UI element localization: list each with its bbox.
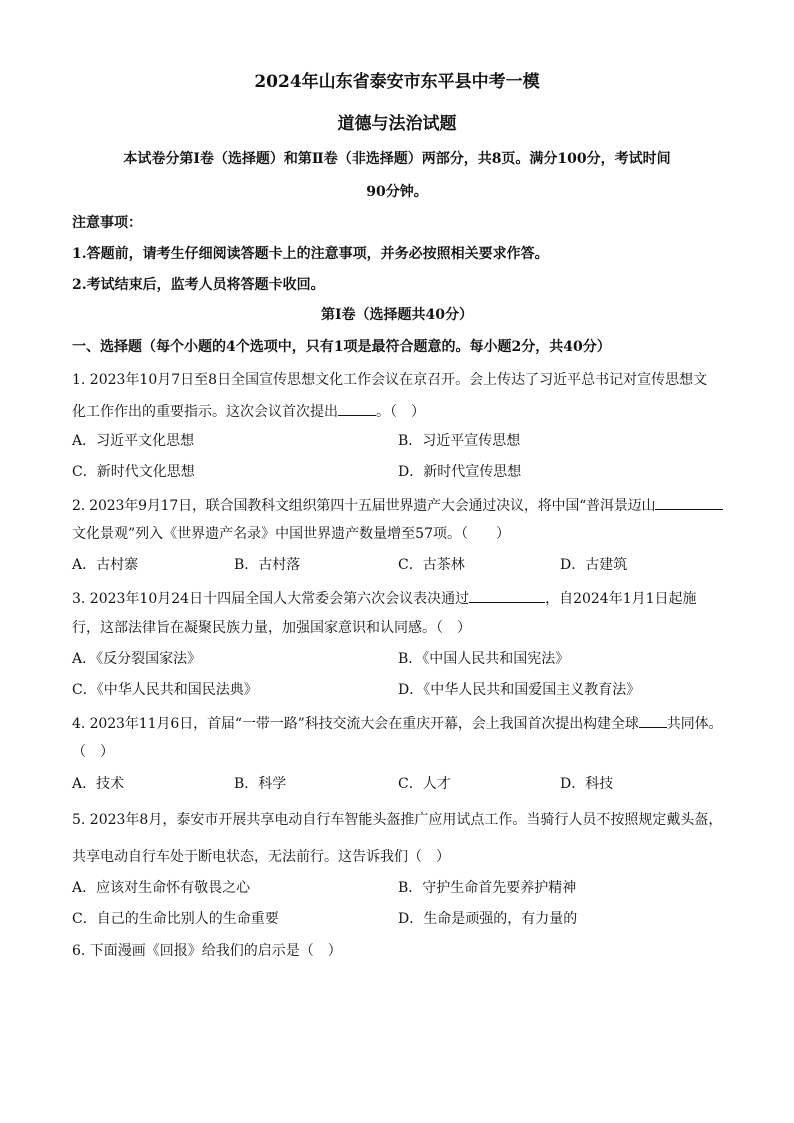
q3-line-1-end: ，自2024年1月1日起施 bbox=[545, 591, 697, 607]
q3-option-c: C．《中华人民共和国民法典》 bbox=[72, 682, 258, 698]
q1-option-d: D．新时代宣传思想 bbox=[398, 464, 522, 480]
q5-option-b: B．守护生命首先要养护精神 bbox=[398, 880, 577, 896]
q3-option-a: A．《反分裂国家法》 bbox=[72, 651, 202, 667]
q2-line-1-text: 2. 2023年9月17日，联合国教科文组织第四十五届世界遗产大会通过决议，将中国“普洱景迈山 bbox=[72, 498, 656, 514]
q4-option-a: A．技术 bbox=[72, 776, 125, 792]
q2-line-1 bbox=[72, 495, 722, 515]
q2-option-c: C．古茶林 bbox=[398, 557, 465, 573]
q1-option-a: A．习近平文化思想 bbox=[72, 433, 195, 449]
q2-answer-blank bbox=[655, 495, 723, 510]
notes-item-2: 2.考试结束后，监考人员将答题卡收回。 bbox=[72, 277, 325, 293]
notes-heading: 注意事项： bbox=[72, 215, 142, 231]
q6-line-1: 6. 下面漫画《回报》给我们的启示是（ ） bbox=[72, 943, 342, 959]
q4-line-1 bbox=[72, 713, 722, 733]
q3-option-d: D．《中华人民共和国爱国主义教育法》 bbox=[398, 682, 641, 698]
q3-answer-blank bbox=[469, 588, 545, 603]
q3-option-b: B．《中国人民共和国宪法》 bbox=[398, 651, 570, 667]
q5-option-c: C．自己的生命比别人的生命重要 bbox=[72, 911, 279, 927]
q2-option-a: A．古村寨 bbox=[72, 557, 139, 573]
q3-line-1-text: 3. 2023年10月24日十四届全国人大常委会第六次会议表决通过 bbox=[72, 591, 470, 607]
q4-option-c: C．人才 bbox=[398, 776, 451, 792]
q5-option-d: D．生命是顽强的，有力量的 bbox=[398, 911, 578, 927]
q1-answer-blank bbox=[338, 401, 376, 416]
q5-option-a: A．应该对生命怀有敬畏之心 bbox=[72, 880, 251, 896]
notes-item-1: 1.答题前，请考生仔细阅读答题卡上的注意事项，并务必按照相关要求作答。 bbox=[72, 246, 549, 262]
q3-line-1 bbox=[72, 588, 722, 608]
intro-line-2: 90分钟。 bbox=[366, 184, 428, 200]
q5-line-2: 共享电动自行车处于断电状态，无法前行。这告诉我们（ ） bbox=[72, 849, 450, 865]
q4-line-1-end: 共同体。 bbox=[666, 716, 723, 732]
q2-option-b: B．古村落 bbox=[234, 557, 301, 573]
intro-line-1: 本试卷分第Ⅰ卷（选择题）和第Ⅱ卷（非选择题）两部分，共8页。满分100分，考试时间 bbox=[123, 151, 671, 167]
q1-line-2-text: 化工作作出的重要指示。这次会议首次提出 bbox=[72, 404, 338, 420]
q4-option-d: D．科技 bbox=[560, 776, 614, 792]
q2-option-d: D．古建筑 bbox=[560, 557, 628, 573]
q3-line-2: 行，这部法律旨在凝聚民族力量，加强国家意识和认同感。（ ） bbox=[72, 620, 471, 636]
section-heading: 一、选择题（每个小题的4个选项中，只有1项是最符合题意的。每小题2分，共40分） bbox=[72, 339, 611, 355]
q1-line-1: 1. 2023年10月7日至8日全国宣传思想文化工作会议在京召开。会上传达了习近平总书记对宣传思想文 bbox=[72, 372, 708, 388]
q1-option-b: B．习近平宣传思想 bbox=[398, 433, 521, 449]
exam-title: 2024年山东省泰安市东平县中考一模 bbox=[254, 72, 540, 92]
q1-option-c: C．新时代文化思想 bbox=[72, 464, 195, 480]
q4-answer-blank bbox=[639, 713, 667, 728]
exam-subtitle: 道德与法治试题 bbox=[337, 114, 457, 134]
q1-line-2-end: 。（ ） bbox=[376, 404, 425, 420]
q1-line-2 bbox=[72, 401, 722, 421]
part1-heading: 第Ⅰ卷（选择题共40分） bbox=[320, 307, 474, 323]
q2-line-2: 文化景观”列入《世界遗产名录》中国世界遗产数量增至57项。（ ） bbox=[72, 526, 510, 542]
q5-line-1: 5. 2023年8月，泰安市开展共享电动自行车智能头盔推广应用试点工作。当骑行人员不按照规定戴头盔， bbox=[72, 812, 723, 828]
q4-option-b: B．科学 bbox=[234, 776, 287, 792]
q4-line-1-text: 4. 2023年11月6日，首届“一带一路”科技交流大会在重庆开幕，会上我国首次提出构建全球 bbox=[72, 716, 639, 732]
q4-line-2: （ ） bbox=[72, 744, 114, 760]
